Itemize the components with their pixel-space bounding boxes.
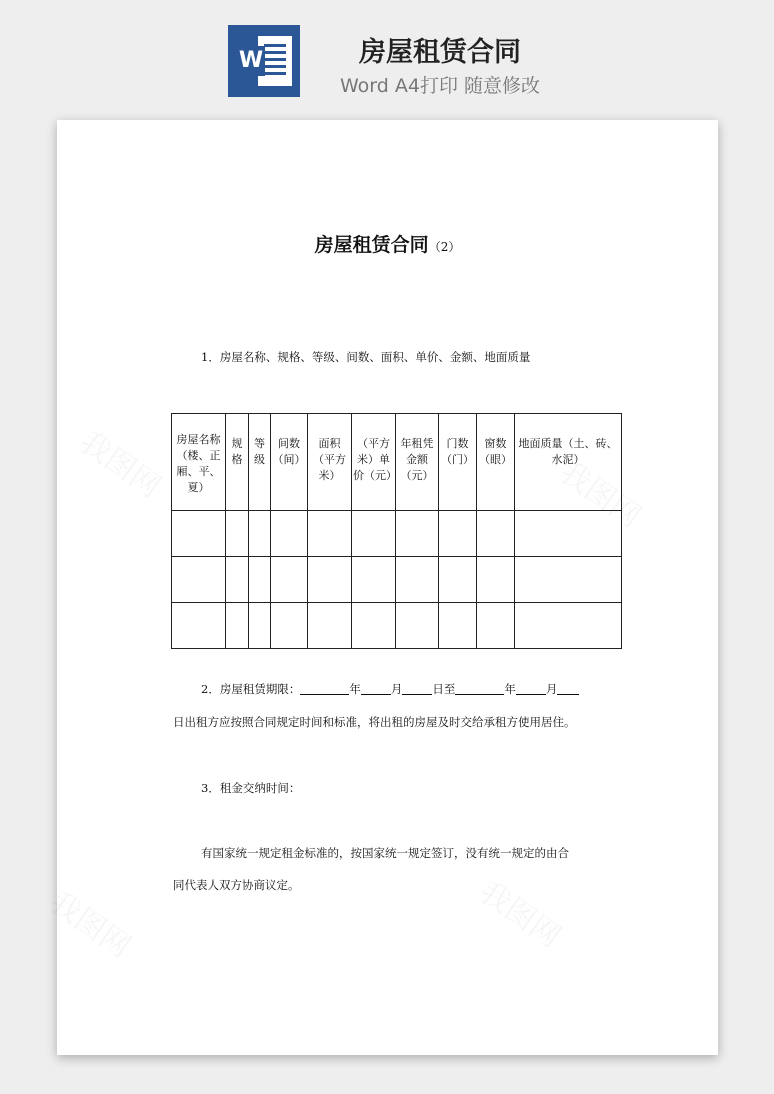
section-3-heading: 3．租金交纳时间： xyxy=(201,781,301,795)
lease-term-label: 2．房屋租赁期限： xyxy=(201,682,301,696)
table-row xyxy=(172,557,622,603)
table-cell[interactable] xyxy=(226,557,249,603)
table-cell[interactable] xyxy=(515,557,622,603)
table-cell[interactable] xyxy=(308,557,352,603)
table-cell[interactable] xyxy=(352,557,396,603)
table-cell[interactable] xyxy=(226,603,249,649)
watermark xyxy=(43,878,142,966)
house-info-table xyxy=(171,413,622,649)
page-header xyxy=(0,0,774,110)
header-cell-windows: 窗数（眼） xyxy=(477,414,515,511)
table-cell[interactable] xyxy=(396,603,439,649)
table-header-row xyxy=(172,414,622,511)
header-cell-floor-quality: 地面质量（土、砖、水泥） xyxy=(515,414,622,511)
w-letter-icon: W xyxy=(237,46,265,76)
table-cell[interactable] xyxy=(439,557,477,603)
word-icon xyxy=(228,25,300,97)
table-cell[interactable] xyxy=(226,511,249,557)
table-cell[interactable] xyxy=(308,511,352,557)
section-1-heading: 1．房屋名称、规格、等级、间数、面积、单价、金额、地面质量 xyxy=(201,350,531,364)
table-cell[interactable] xyxy=(249,603,271,649)
month-label: 月 xyxy=(545,682,558,696)
header-cell-room-count: 间数（间） xyxy=(271,414,308,511)
paragraph-4-line-1: 有国家统一规定租金标准的，按国家统一规定签订，没有统一规定的由合 xyxy=(201,846,569,860)
header-cell-annual-rent: 年租凭金额（元） xyxy=(396,414,439,511)
table-cell[interactable] xyxy=(249,511,271,557)
document-title-suffix: （2） xyxy=(428,240,461,254)
header-cell-house-name: 房屋名称（楼、正厢、平、夏） xyxy=(172,414,226,511)
end-month-blank[interactable] xyxy=(516,682,546,695)
header-cell-spec: 规格 xyxy=(226,414,249,511)
watermark xyxy=(73,418,172,506)
header-cell-unit-price: （平方米）单价（元） xyxy=(352,414,396,511)
table-row xyxy=(172,603,622,649)
watermark xyxy=(473,868,572,956)
table-cell[interactable] xyxy=(439,511,477,557)
end-day-blank[interactable] xyxy=(557,682,579,695)
table-cell[interactable] xyxy=(477,557,515,603)
table-cell[interactable] xyxy=(477,603,515,649)
month-label: 月 xyxy=(390,682,403,696)
table-cell[interactable] xyxy=(396,511,439,557)
table-cell[interactable] xyxy=(271,511,308,557)
document-title-text: 房屋租赁合同 xyxy=(314,234,429,256)
app-subtitle: Word A4打印 随意修改 xyxy=(339,75,540,97)
table-row xyxy=(172,511,622,557)
table-cell[interactable] xyxy=(172,603,226,649)
header-cell-doors: 门数（门） xyxy=(439,414,477,511)
start-year-blank[interactable] xyxy=(300,682,349,695)
header-cell-area: 面积（平方米） xyxy=(308,414,352,511)
table-cell[interactable] xyxy=(352,511,396,557)
table-cell[interactable] xyxy=(308,603,352,649)
year-label: 年 xyxy=(504,682,516,696)
table-cell[interactable] xyxy=(249,557,271,603)
document-page xyxy=(57,120,718,1055)
section-2-continuation: 日出租方应按照合同规定时间和标准，将出租的房屋及时交给承租方使用居住。 xyxy=(173,715,576,729)
start-day-blank[interactable] xyxy=(402,682,432,695)
header-cell-grade: 等级 xyxy=(249,414,271,511)
table-cell[interactable] xyxy=(271,557,308,603)
year-label: 年 xyxy=(349,682,361,696)
end-year-blank[interactable] xyxy=(455,682,504,695)
table-cell[interactable] xyxy=(172,511,226,557)
app-title: 房屋租赁合同 xyxy=(359,37,521,68)
paragraph-4-line-2: 同代表人双方协商议定。 xyxy=(173,878,300,892)
document-title xyxy=(57,230,718,257)
table-cell[interactable] xyxy=(396,557,439,603)
table-cell[interactable] xyxy=(439,603,477,649)
table-cell[interactable] xyxy=(172,557,226,603)
start-month-blank[interactable] xyxy=(361,682,391,695)
table-cell[interactable] xyxy=(352,603,396,649)
table-cell[interactable] xyxy=(271,603,308,649)
section-2-lease-term xyxy=(201,681,579,697)
day-to-label: 日至 xyxy=(432,682,456,696)
table-cell[interactable] xyxy=(477,511,515,557)
table-cell[interactable] xyxy=(515,603,622,649)
